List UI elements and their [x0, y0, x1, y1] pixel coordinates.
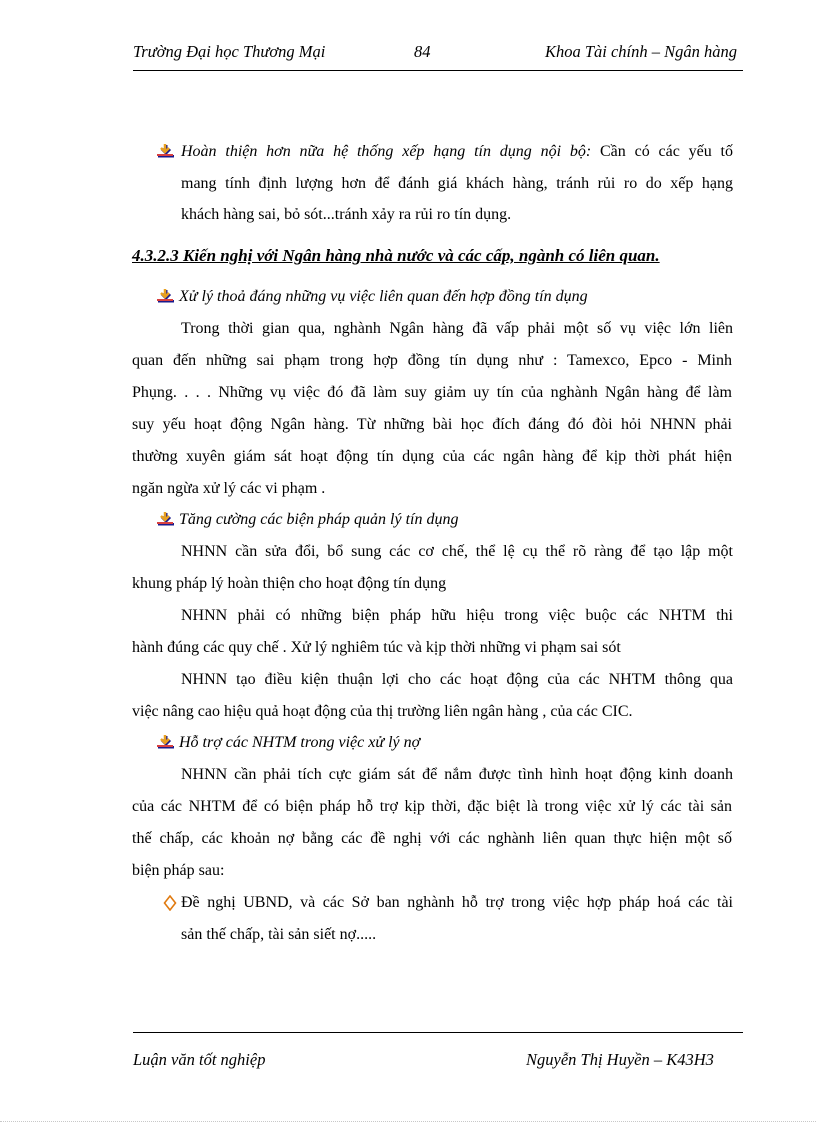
- section1-line: suy yếu hoạt động Ngân hàng. Từ những bài học đích đáng đó đòi hỏi NHNN phải: [132, 416, 732, 433]
- sub-item-line-2: sản thế chấp, tài sản siết nợ.....: [181, 926, 377, 943]
- header-page-number: 84: [414, 42, 431, 61]
- section1-line: quan đến những sai phạm trong hợp đồng tín dụng như : Tamexco, Epco - Minh: [132, 352, 732, 369]
- section-heading: 4.3.2.3 Kiến nghị với Ngân hàng nhà nước và các cấp, ngành có liên quan.: [132, 246, 660, 265]
- section2-line: NHNN phải có những biện pháp hữu hiệu trong việc buộc các NHTM thi: [181, 607, 733, 624]
- section2-title: Tăng cường các biện pháp quản lý tín dụng: [179, 511, 459, 528]
- sub-item-line-1: Đề nghị UBND, và các Sở ban nghành hỗ trợ trong việc hợp pháp hoá các tài: [181, 894, 733, 911]
- header-university: Trường Đại học Thương Mại: [133, 42, 326, 61]
- section3-line: của các NHTM để có biện pháp hỗ trợ kịp thời, đặc biệt là trong việc xử lý các tài sản: [132, 798, 732, 815]
- section1-line: Trong thời gian qua, nghành Ngân hàng đã vấp phải một số vụ việc lớn liên: [181, 320, 733, 337]
- section1-line: thường xuyên giám sát hoạt động tín dụng của các ngân hàng để kịp thời phát hiện: [132, 448, 732, 465]
- section2-line: hành đúng các quy chế . Xử lý nghiêm túc và kịp thời những vi phạm sai sót: [132, 639, 621, 656]
- section1-line: Phụng. . . . Những vụ việc đó đã làm suy giảm uy tín của nghành Ngân hàng để làm: [132, 384, 732, 401]
- intro-title: Hoàn thiện hơn nữa hệ thống xếp hạng tín dụng nội bộ:: [181, 143, 592, 160]
- section1-line: ngăn ngừa xử lý các vi phạm .: [132, 480, 326, 497]
- section2-line: NHNN cần sửa đổi, bổ sung các cơ chế, thể lệ cụ thể rõ ràng để tạo lập một: [181, 543, 733, 560]
- section3-title: Hỗ trợ các NHTM trong việc xử lý nợ: [179, 734, 421, 751]
- section1-title: Xử lý thoả đáng những vụ việc liên quan đến hợp đồng tín dụng: [179, 288, 588, 305]
- section3-line: NHNN cần phải tích cực giám sát để nắm được tình hình hoạt động kinh doanh: [181, 766, 733, 783]
- diamond-bullet-icon: [163, 895, 177, 911]
- section2-line: NHNN tạo điều kiện thuận lợi cho các hoạt động của các NHTM thông qua: [181, 671, 733, 688]
- intro-line-2: mang tính định lượng hơn để đánh giá khách hàng, tránh rủi ro do xếp hạng: [181, 175, 733, 192]
- section3-line: biện pháp sau:: [132, 862, 225, 879]
- intro-line-1: [181, 143, 733, 161]
- header-rule: [133, 70, 743, 71]
- section3-line: thế chấp, các khoản nợ bằng các đề nghị với các nghành liên quan thực hiện một số: [132, 830, 732, 847]
- header-department: Khoa Tài chính – Ngân hàng: [544, 42, 737, 61]
- footer-rule: [133, 1032, 743, 1033]
- arrow-bullet-icon: [157, 289, 175, 305]
- footer-author: Nguyễn Thị Huyền – K43H3: [526, 1050, 714, 1069]
- page-header: [133, 42, 737, 68]
- arrow-bullet-icon: [157, 512, 175, 528]
- arrow-bullet-icon: [157, 735, 175, 751]
- intro-line-3: khách hàng sai, bỏ sót...tránh xảy ra rủi ro tín dụng.: [181, 206, 512, 223]
- footer-thesis-label: Luận văn tốt nghiệp: [133, 1050, 266, 1069]
- section2-line: việc nâng cao hiệu quả hoạt động của thị trường liên ngân hàng , của các CIC.: [132, 703, 633, 720]
- section2-line: khung pháp lý hoàn thiện cho hoạt động tín dụng: [132, 575, 447, 592]
- page-bottom-divider: [0, 1121, 816, 1122]
- arrow-bullet-icon: [157, 144, 175, 160]
- intro-line-1-rest: Cần có các yếu tố: [591, 143, 733, 160]
